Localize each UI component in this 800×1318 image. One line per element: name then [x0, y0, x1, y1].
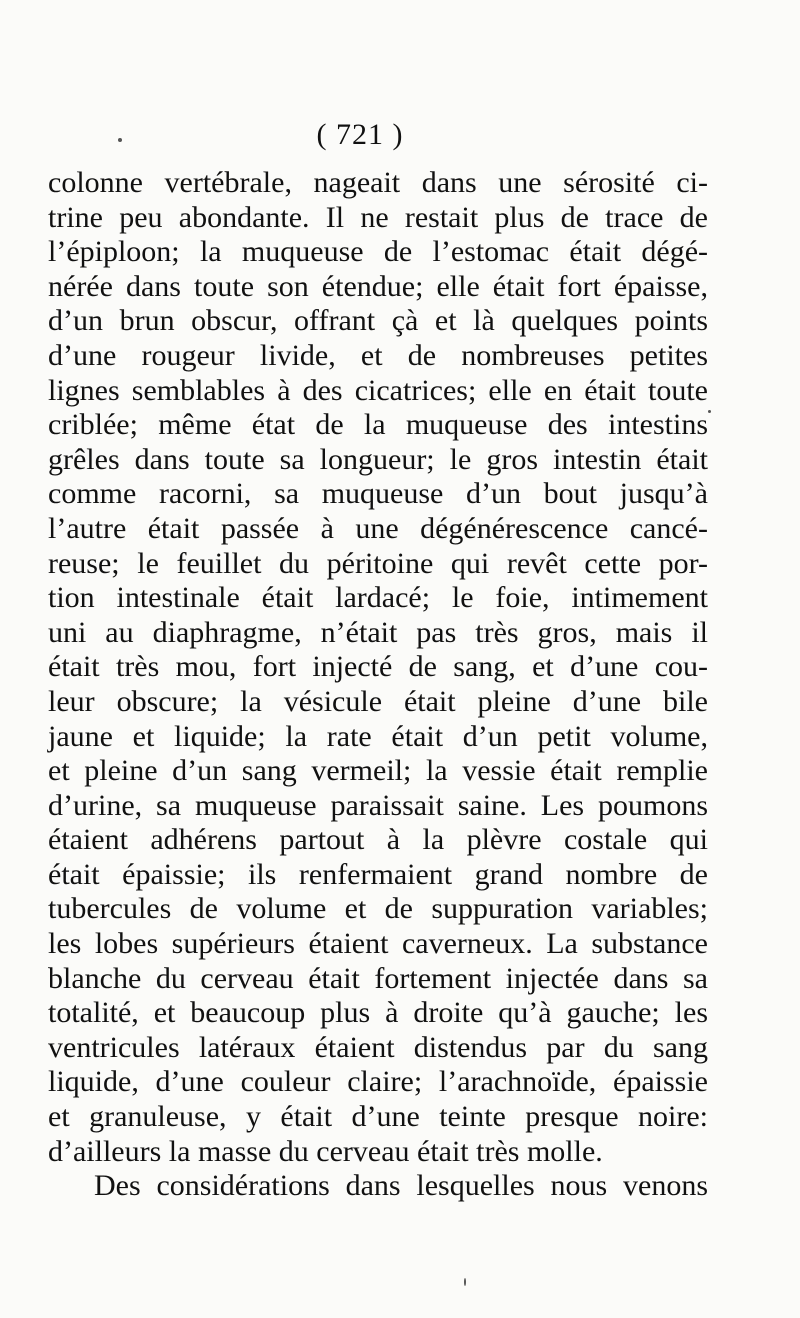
text-line: Des considérations dans lesquelles nous venons [94, 1169, 708, 1203]
text-line: d’une rougeur livide, et de nombreuses petites [48, 338, 708, 372]
text-line: était épaissie; ils renfermaient grand nombre de [48, 857, 708, 891]
text-line: reuse; le feuillet du péritoine qui revêt cette por- [48, 546, 708, 580]
text-line: grêles dans toute sa longueur; le gros intestin était [48, 442, 708, 476]
text-line: était très mou, fort injecté de sang, et d’une cou- [48, 650, 708, 684]
ink-speck [464, 1278, 466, 1286]
body-text [48, 166, 708, 1204]
text-line: nérée dans toute son étendue; elle était fort épaisse, [48, 269, 708, 303]
text-line: étaient adhérens partout à la plèvre costale qui [48, 823, 708, 857]
text-line: l’autre était passée à une dégénérescence cancé- [48, 511, 708, 545]
text-line: d’un brun obscur, offrant çà et là quelques points [48, 304, 708, 338]
ink-speck [708, 410, 711, 413]
text-line: et pleine d’un sang vermeil; la vessie était remplie [48, 754, 708, 788]
text-line: jaune et liquide; la rate était d’un petit volume, [48, 719, 708, 753]
text-line: tubercules de volume et de suppuration variables; [48, 892, 708, 926]
text-line: colonne vertébrale, nageait dans une sérosité ci- [48, 166, 708, 199]
page-number: ( 721 ) [316, 118, 404, 151]
text-line: totalité, et beaucoup plus à droite qu’à gauche; les [48, 996, 708, 1030]
text-line: ventricules latéraux étaient distendus par du sang [48, 1030, 708, 1064]
text-line: et granuleuse, y était d’une teinte presque noire: [48, 1100, 708, 1134]
text-line: les lobes supérieurs étaient caverneux. La substance [48, 927, 708, 961]
text-line: d’urine, sa muqueuse paraissait saine. Les poumons [48, 788, 708, 822]
text-line: leur obscure; la vésicule était pleine d’une bile [48, 684, 708, 718]
text-line: blanche du cerveau était fortement injectée dans sa [48, 961, 708, 995]
text-line: comme racorni, sa muqueuse d’un bout jusqu’à [48, 477, 708, 511]
text-line: tion intestinale était lardacé; le foie, intimement [48, 581, 708, 615]
text-line: liquide, d’une couleur claire; l’arachnoïde, épaissie [48, 1065, 708, 1099]
text-line: criblée; même état de la muqueuse des intestins [48, 408, 708, 442]
text-line: lignes semblables à des cicatrices; elle en était toute [48, 373, 708, 407]
text-line: l’épiploon; la muqueuse de l’estomac était dégé- [48, 235, 708, 269]
text-line: d’ailleurs la masse du cerveau était très molle. [48, 1134, 603, 1168]
ink-speck [118, 138, 122, 142]
text-line: trine peu abondante. Il ne restait plus de trace de [48, 200, 708, 234]
text-line: uni au diaphragme, n’était pas très gros, mais il [48, 615, 708, 649]
